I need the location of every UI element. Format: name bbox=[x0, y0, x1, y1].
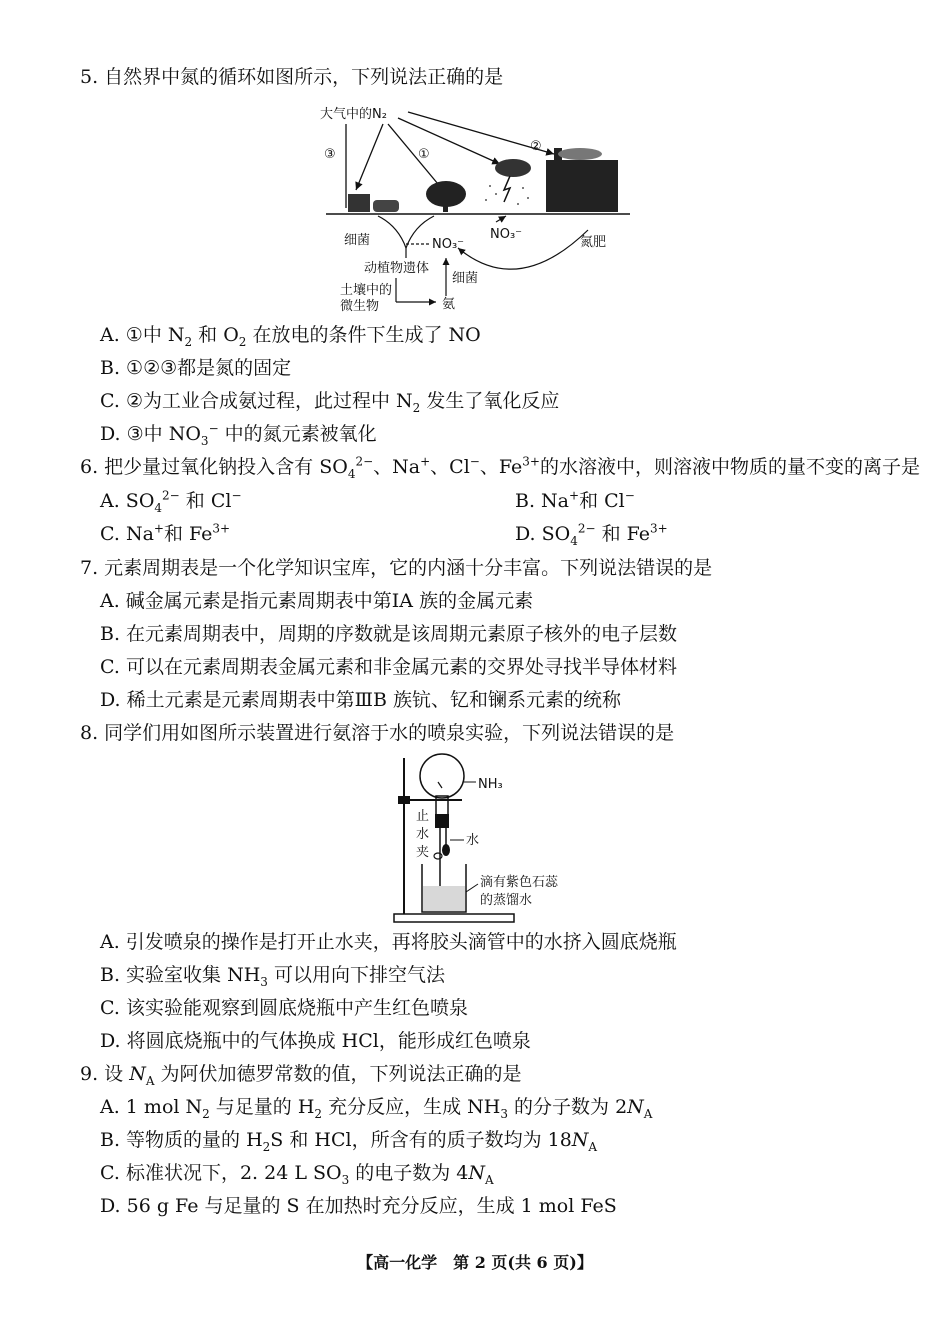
fig-clamp-char3: 夹 bbox=[416, 845, 430, 860]
fig-ammonia: 氨 bbox=[442, 297, 456, 312]
q7-stem: 7. 元素周期表是一个化学知识宝库，它的内涵十分丰富。下列说法错误的是 bbox=[80, 557, 713, 579]
fig-jet-tube bbox=[438, 782, 442, 788]
q9-option-d: D. 56 g Fe 与足量的 S 在加热时充分反应，生成 1 mol FeS bbox=[100, 1195, 617, 1217]
fig-stopper bbox=[435, 814, 449, 828]
q8-stem: 8. 同学们用如图所示装置进行氨溶于水的喷泉实验，下列说法错误的是 bbox=[80, 722, 675, 744]
q6-option-a: A. $SO_4^{2-}$ 和 Cl− bbox=[100, 488, 242, 515]
fig-no3-rain: NO₃⁻ bbox=[490, 227, 523, 242]
fig-smoke bbox=[558, 148, 602, 160]
fig-n2-label: 大气中的N₂ bbox=[320, 107, 387, 122]
fig-grass bbox=[348, 194, 370, 212]
fig-remains: 动植物遗体 bbox=[364, 261, 430, 276]
fig-clamp-char2: 水 bbox=[416, 827, 430, 842]
fig-mark-1: ① bbox=[418, 147, 430, 162]
q9-option-a: A. 1 mol $N_2$ 与足量的 $H_2$ 充分反应，生成 $NH_3$ 的分子数为 $2N_A$ bbox=[100, 1096, 653, 1121]
q5-option-b: B. ①②③都是氮的固定 bbox=[100, 357, 292, 379]
fig-nh3-label: NH₃ bbox=[478, 777, 503, 792]
q7-option-a: A. 碱金属元素是指元素周期表中第ⅠA 族的金属元素 bbox=[100, 590, 534, 612]
fig-water-clamp bbox=[434, 853, 442, 859]
q5-option-d: D. ③中 $NO_3^-$ 中的氮元素被氧化 bbox=[100, 421, 377, 448]
q6-stem: 6. 把少量过氧化钠投入含有 $SO_4^{2-}$、Na+、Cl−、$Fe^{3+}$的水溶液中，则溶液中物质的量不变的离子是 bbox=[80, 454, 920, 481]
fig-arrow-n2-bacteria bbox=[356, 124, 383, 190]
fig-mark-2: ② bbox=[530, 139, 542, 154]
q8-option-c: C. 该实验能观察到圆底烧瓶中产生红色喷泉 bbox=[100, 997, 468, 1019]
fig-arrow-n2-lightning bbox=[398, 118, 500, 164]
fig-bacteria-1: 细菌 bbox=[344, 233, 371, 248]
q9-option-b: B. 等物质的量的 $H_2S$ 和 HCl，所含有的质子数均为 $18N_A$ bbox=[100, 1129, 598, 1154]
q5-option-a: A. ①中 $N_2$ 和 $O_2$ 在放电的条件下生成了 NO bbox=[100, 324, 481, 349]
q7-option-d: D. 稀土元素是元素周期表中第ⅢB 族钪、钇和镧系元素的统称 bbox=[100, 689, 621, 711]
fig-cloud bbox=[495, 159, 531, 177]
q7-option-c: C. 可以在元素周期表金属元素和非金属元素的交界处寻找半导体材料 bbox=[100, 656, 677, 678]
page-footer: 【高一化学 第 2 页(共 6 页)】 bbox=[357, 1253, 593, 1272]
q6-option-c: C. Na+和 $Fe^{3+}$ bbox=[100, 521, 231, 545]
q5-stem: 5. 自然界中氮的循环如图所示，下列说法正确的是 bbox=[80, 66, 504, 88]
fig-soil-line1: 土壤中的 bbox=[340, 283, 393, 298]
fig-fertilizer: 氮肥 bbox=[580, 235, 607, 250]
fig-flask bbox=[420, 754, 464, 798]
fountain-apparatus-figure bbox=[380, 752, 580, 924]
fig-animal bbox=[373, 200, 399, 212]
fig-mark-3: ③ bbox=[324, 147, 336, 162]
q8-option-d: D. 将圆底烧瓶中的气体换成 HCl，能形成红色喷泉 bbox=[100, 1030, 531, 1052]
fig-stand-base bbox=[394, 914, 514, 922]
fig-solution-line2: 的蒸馏水 bbox=[480, 893, 533, 908]
q7-option-b: B. 在元素周期表中，周期的序数就是该周期元素原子核外的电子层数 bbox=[100, 623, 678, 645]
fig-arrow-fertilizer bbox=[458, 230, 588, 269]
q9-stem: 9. 设 $N_A$ 为阿伏加德罗常数的值，下列说法正确的是 bbox=[80, 1063, 522, 1088]
nitrogen-cycle-figure bbox=[318, 98, 638, 316]
fig-water-label: 水 bbox=[466, 833, 480, 848]
fig-bacteria-2: 细菌 bbox=[452, 271, 479, 286]
fig-soil-line2: 微生物 bbox=[340, 299, 380, 314]
fig-clamp-char1: 止 bbox=[416, 809, 430, 824]
q8-option-a: A. 引发喷泉的操作是打开止水夹，再将胶头滴管中的水挤入圆底烧瓶 bbox=[100, 931, 677, 953]
q6-option-b: B. Na+和 Cl− bbox=[515, 488, 635, 512]
fig-solution-line1: 滴有紫色石蕊 bbox=[480, 875, 559, 890]
q6-option-d: D. $SO_4^{2-}$ 和 $Fe^{3+}$ bbox=[515, 521, 668, 548]
fig-no3-soil: NO₃⁻ bbox=[432, 237, 465, 252]
q9-option-c: C. 标准状况下，2. 24 L $SO_3$ 的电子数为 $4N_A$ bbox=[100, 1162, 494, 1187]
fig-lightning bbox=[504, 176, 510, 202]
q8-option-b: B. 实验室收集 $NH_3$ 可以用向下排空气法 bbox=[100, 964, 445, 989]
fig-beaker-liquid bbox=[423, 886, 465, 911]
fig-factory bbox=[546, 160, 618, 212]
fig-stand-clamp bbox=[398, 796, 410, 804]
q5-option-c: C. ②为工业合成氨过程，此过程中 $N_2$ 发生了氧化反应 bbox=[100, 390, 560, 415]
